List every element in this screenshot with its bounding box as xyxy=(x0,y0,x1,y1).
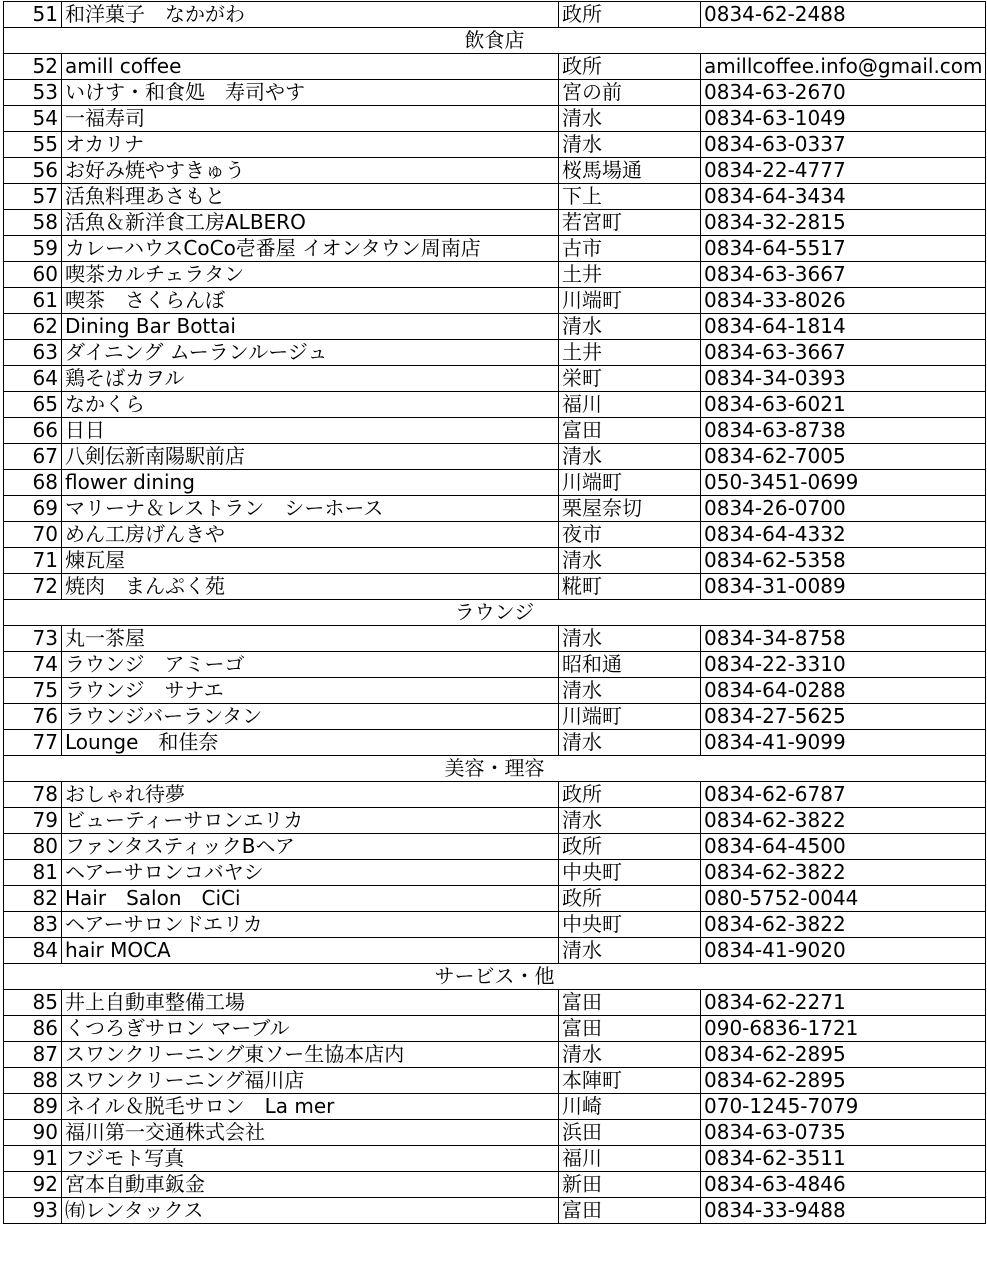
phone-number: 0834-63-3667 xyxy=(701,340,986,366)
business-name: 焼肉 まんぷく苑 xyxy=(62,574,559,600)
area-name: 政所 xyxy=(559,886,701,912)
entry-number: 54 xyxy=(4,106,62,132)
area-name: 清水 xyxy=(559,678,701,704)
phone-number: 0834-41-9099 xyxy=(701,730,986,756)
phone-number: 0834-64-4500 xyxy=(701,834,986,860)
table-row xyxy=(4,1198,986,1224)
table-row xyxy=(4,652,986,678)
business-name: ダイニング ムーランルージュ xyxy=(62,340,559,366)
table-row xyxy=(4,340,986,366)
area-name: 糀町 xyxy=(559,574,701,600)
entry-number: 65 xyxy=(4,392,62,418)
area-name: 栄町 xyxy=(559,366,701,392)
entry-number: 92 xyxy=(4,1172,62,1198)
business-name: 煉瓦屋 xyxy=(62,548,559,574)
business-name: flower dining xyxy=(62,470,559,496)
business-name: 井上自動車整備工場 xyxy=(62,990,559,1016)
business-name: 日日 xyxy=(62,418,559,444)
category-title: 美容・理容 xyxy=(4,756,986,782)
area-name: 宮の前 xyxy=(559,80,701,106)
table-row xyxy=(4,158,986,184)
entry-number: 82 xyxy=(4,886,62,912)
business-name: 活魚＆新洋食工房ALBERO xyxy=(62,210,559,236)
phone-number: 0834-64-0288 xyxy=(701,678,986,704)
area-name: 清水 xyxy=(559,730,701,756)
entry-number: 68 xyxy=(4,470,62,496)
table-row xyxy=(4,574,986,600)
phone-number: 0834-31-0089 xyxy=(701,574,986,600)
business-name: Lounge 和佳奈 xyxy=(62,730,559,756)
area-name: 浜田 xyxy=(559,1120,701,1146)
area-name: 清水 xyxy=(559,444,701,470)
area-name: 富田 xyxy=(559,1198,701,1224)
business-name: マリーナ＆レストラン シーホース xyxy=(62,496,559,522)
table-row xyxy=(4,1172,986,1198)
area-name: 清水 xyxy=(559,548,701,574)
table-row xyxy=(4,1146,986,1172)
area-name: 下上 xyxy=(559,184,701,210)
area-name: 川端町 xyxy=(559,470,701,496)
entry-number: 70 xyxy=(4,522,62,548)
table-row xyxy=(4,990,986,1016)
business-name: スワンクリーニング福川店 xyxy=(62,1068,559,1094)
entry-number: 93 xyxy=(4,1198,62,1224)
area-name: 清水 xyxy=(559,314,701,340)
area-name: 富田 xyxy=(559,418,701,444)
table-row xyxy=(4,808,986,834)
directory-body xyxy=(4,2,986,1224)
category-header-row xyxy=(4,756,986,782)
business-name: スワンクリーニング東ソー生協本店内 xyxy=(62,1042,559,1068)
area-name: 政所 xyxy=(559,834,701,860)
business-name: ファンタスティックBヘア xyxy=(62,834,559,860)
phone-number: 0834-64-1814 xyxy=(701,314,986,340)
phone-number: 050-3451-0699 xyxy=(701,470,986,496)
phone-number: 0834-63-2670 xyxy=(701,80,986,106)
entry-number: 77 xyxy=(4,730,62,756)
table-row xyxy=(4,1120,986,1146)
table-row xyxy=(4,626,986,652)
category-header-row xyxy=(4,600,986,626)
area-name: 清水 xyxy=(559,1042,701,1068)
entry-number: 83 xyxy=(4,912,62,938)
phone-number: 0834-62-2895 xyxy=(701,1042,986,1068)
phone-number: 0834-62-6787 xyxy=(701,782,986,808)
area-name: 土井 xyxy=(559,340,701,366)
entry-number: 58 xyxy=(4,210,62,236)
entry-number: 80 xyxy=(4,834,62,860)
table-row xyxy=(4,54,986,80)
table-row xyxy=(4,548,986,574)
entry-number: 75 xyxy=(4,678,62,704)
business-name: オカリナ xyxy=(62,132,559,158)
business-name: おしゃれ待夢 xyxy=(62,782,559,808)
table-row xyxy=(4,444,986,470)
business-name: ラウンジ アミーゴ xyxy=(62,652,559,678)
business-name: 八剣伝新南陽駅前店 xyxy=(62,444,559,470)
business-name: 和洋菓子 なかがわ xyxy=(62,2,559,28)
directory-table xyxy=(3,1,986,1224)
entry-number: 85 xyxy=(4,990,62,1016)
phone-number: 0834-62-3822 xyxy=(701,808,986,834)
business-name: ヘアーサロンコバヤシ xyxy=(62,860,559,886)
area-name: 福川 xyxy=(559,392,701,418)
business-name: なかくら xyxy=(62,392,559,418)
entry-number: 55 xyxy=(4,132,62,158)
area-name: 夜市 xyxy=(559,522,701,548)
table-row xyxy=(4,938,986,964)
area-name: 土井 xyxy=(559,262,701,288)
area-name: 政所 xyxy=(559,2,701,28)
entry-number: 71 xyxy=(4,548,62,574)
area-name: 本陣町 xyxy=(559,1068,701,1094)
phone-number: 0834-63-0735 xyxy=(701,1120,986,1146)
table-row xyxy=(4,496,986,522)
entry-number: 79 xyxy=(4,808,62,834)
entry-number: 56 xyxy=(4,158,62,184)
area-name: 政所 xyxy=(559,782,701,808)
table-row xyxy=(4,704,986,730)
phone-number: 090-6836-1721 xyxy=(701,1016,986,1042)
entry-number: 63 xyxy=(4,340,62,366)
phone-number: 080-5752-0044 xyxy=(701,886,986,912)
phone-number: 0834-27-5625 xyxy=(701,704,986,730)
business-name: 鶏そばカヲル xyxy=(62,366,559,392)
entry-number: 78 xyxy=(4,782,62,808)
business-name: Dining Bar Bottai xyxy=(62,314,559,340)
phone-number: 0834-62-5358 xyxy=(701,548,986,574)
table-row xyxy=(4,392,986,418)
business-name: hair MOCA xyxy=(62,938,559,964)
entry-number: 67 xyxy=(4,444,62,470)
business-name: くつろぎサロン マーブル xyxy=(62,1016,559,1042)
table-row xyxy=(4,314,986,340)
phone-number: 0834-62-2488 xyxy=(701,2,986,28)
area-name: 昭和通 xyxy=(559,652,701,678)
table-row xyxy=(4,860,986,886)
table-row xyxy=(4,1016,986,1042)
table-row xyxy=(4,782,986,808)
area-name: 川端町 xyxy=(559,288,701,314)
business-name: 活魚料理あさもと xyxy=(62,184,559,210)
phone-number: 070-1245-7079 xyxy=(701,1094,986,1120)
business-name: ラウンジ サナエ xyxy=(62,678,559,704)
business-name: お好み焼やすきゅう xyxy=(62,158,559,184)
business-name: amill coffee xyxy=(62,54,559,80)
area-name: 若宮町 xyxy=(559,210,701,236)
entry-number: 91 xyxy=(4,1146,62,1172)
category-header-row xyxy=(4,28,986,54)
area-name: 桜馬場通 xyxy=(559,158,701,184)
entry-number: 57 xyxy=(4,184,62,210)
business-name: フジモト写真 xyxy=(62,1146,559,1172)
phone-number: amillcoffee.info@gmail.com xyxy=(701,54,986,80)
table-row xyxy=(4,912,986,938)
business-name: ビューティーサロンエリカ xyxy=(62,808,559,834)
entry-number: 89 xyxy=(4,1094,62,1120)
area-name: 福川 xyxy=(559,1146,701,1172)
table-row xyxy=(4,522,986,548)
phone-number: 0834-22-3310 xyxy=(701,652,986,678)
entry-number: 72 xyxy=(4,574,62,600)
phone-number: 0834-64-5517 xyxy=(701,236,986,262)
phone-number: 0834-34-0393 xyxy=(701,366,986,392)
table-row xyxy=(4,1094,986,1120)
business-name: ネイル＆脱毛サロン La mer xyxy=(62,1094,559,1120)
entry-number: 51 xyxy=(4,2,62,28)
area-name: 政所 xyxy=(559,54,701,80)
table-row xyxy=(4,834,986,860)
area-name: 栗屋奈切 xyxy=(559,496,701,522)
table-row xyxy=(4,132,986,158)
entry-number: 53 xyxy=(4,80,62,106)
phone-number: 0834-63-6021 xyxy=(701,392,986,418)
phone-number: 0834-32-2815 xyxy=(701,210,986,236)
business-name: いけす・和食処 寿司やす xyxy=(62,80,559,106)
phone-number: 0834-64-3434 xyxy=(701,184,986,210)
area-name: 中央町 xyxy=(559,860,701,886)
phone-number: 0834-62-2895 xyxy=(701,1068,986,1094)
entry-number: 60 xyxy=(4,262,62,288)
table-row xyxy=(4,418,986,444)
phone-number: 0834-63-0337 xyxy=(701,132,986,158)
category-title: ラウンジ xyxy=(4,600,986,626)
category-header-row xyxy=(4,964,986,990)
phone-number: 0834-63-8738 xyxy=(701,418,986,444)
phone-number: 0834-62-2271 xyxy=(701,990,986,1016)
table-row xyxy=(4,366,986,392)
table-row xyxy=(4,80,986,106)
table-row xyxy=(4,678,986,704)
area-name: 川端町 xyxy=(559,704,701,730)
phone-number: 0834-62-3822 xyxy=(701,912,986,938)
phone-number: 0834-34-8758 xyxy=(701,626,986,652)
phone-number: 0834-62-3822 xyxy=(701,860,986,886)
area-name: 中央町 xyxy=(559,912,701,938)
table-row xyxy=(4,886,986,912)
phone-number: 0834-22-4777 xyxy=(701,158,986,184)
table-row xyxy=(4,184,986,210)
entry-number: 69 xyxy=(4,496,62,522)
entry-number: 66 xyxy=(4,418,62,444)
business-name: 喫茶 さくらんぼ xyxy=(62,288,559,314)
table-row xyxy=(4,106,986,132)
area-name: 富田 xyxy=(559,990,701,1016)
table-row xyxy=(4,288,986,314)
business-name: ラウンジバーランタン xyxy=(62,704,559,730)
area-name: 清水 xyxy=(559,106,701,132)
table-row xyxy=(4,262,986,288)
area-name: 清水 xyxy=(559,808,701,834)
table-row xyxy=(4,210,986,236)
business-name: めん工房げんきや xyxy=(62,522,559,548)
business-name: ㈲レンタックス xyxy=(62,1198,559,1224)
table-row xyxy=(4,1042,986,1068)
entry-number: 76 xyxy=(4,704,62,730)
business-name: 喫茶カルチェラタン xyxy=(62,262,559,288)
phone-number: 0834-26-0700 xyxy=(701,496,986,522)
area-name: 清水 xyxy=(559,626,701,652)
business-name: ヘアーサロンドエリカ xyxy=(62,912,559,938)
area-name: 川崎 xyxy=(559,1094,701,1120)
phone-number: 0834-33-8026 xyxy=(701,288,986,314)
business-name: 宮本自動車鈑金 xyxy=(62,1172,559,1198)
entry-number: 87 xyxy=(4,1042,62,1068)
entry-number: 86 xyxy=(4,1016,62,1042)
phone-number: 0834-33-9488 xyxy=(701,1198,986,1224)
table-row xyxy=(4,1068,986,1094)
business-name: Hair Salon CiCi xyxy=(62,886,559,912)
table-row xyxy=(4,730,986,756)
entry-number: 62 xyxy=(4,314,62,340)
area-name: 新田 xyxy=(559,1172,701,1198)
table-row xyxy=(4,2,986,28)
entry-number: 59 xyxy=(4,236,62,262)
business-name: 丸一茶屋 xyxy=(62,626,559,652)
entry-number: 90 xyxy=(4,1120,62,1146)
area-name: 富田 xyxy=(559,1016,701,1042)
area-name: 清水 xyxy=(559,132,701,158)
category-title: サービス・他 xyxy=(4,964,986,990)
entry-number: 81 xyxy=(4,860,62,886)
business-name: カレーハウスCoCo壱番屋 イオンタウン周南店 xyxy=(62,236,559,262)
phone-number: 0834-63-4846 xyxy=(701,1172,986,1198)
phone-number: 0834-63-1049 xyxy=(701,106,986,132)
entry-number: 64 xyxy=(4,366,62,392)
phone-number: 0834-41-9020 xyxy=(701,938,986,964)
entry-number: 61 xyxy=(4,288,62,314)
category-title: 飲食店 xyxy=(4,28,986,54)
area-name: 清水 xyxy=(559,938,701,964)
phone-number: 0834-63-3667 xyxy=(701,262,986,288)
entry-number: 88 xyxy=(4,1068,62,1094)
business-name: 福川第一交通株式会社 xyxy=(62,1120,559,1146)
business-name: 一福寿司 xyxy=(62,106,559,132)
phone-number: 0834-62-7005 xyxy=(701,444,986,470)
entry-number: 52 xyxy=(4,54,62,80)
entry-number: 84 xyxy=(4,938,62,964)
table-row xyxy=(4,236,986,262)
phone-number: 0834-62-3511 xyxy=(701,1146,986,1172)
area-name: 古市 xyxy=(559,236,701,262)
entry-number: 74 xyxy=(4,652,62,678)
table-row xyxy=(4,470,986,496)
phone-number: 0834-64-4332 xyxy=(701,522,986,548)
entry-number: 73 xyxy=(4,626,62,652)
